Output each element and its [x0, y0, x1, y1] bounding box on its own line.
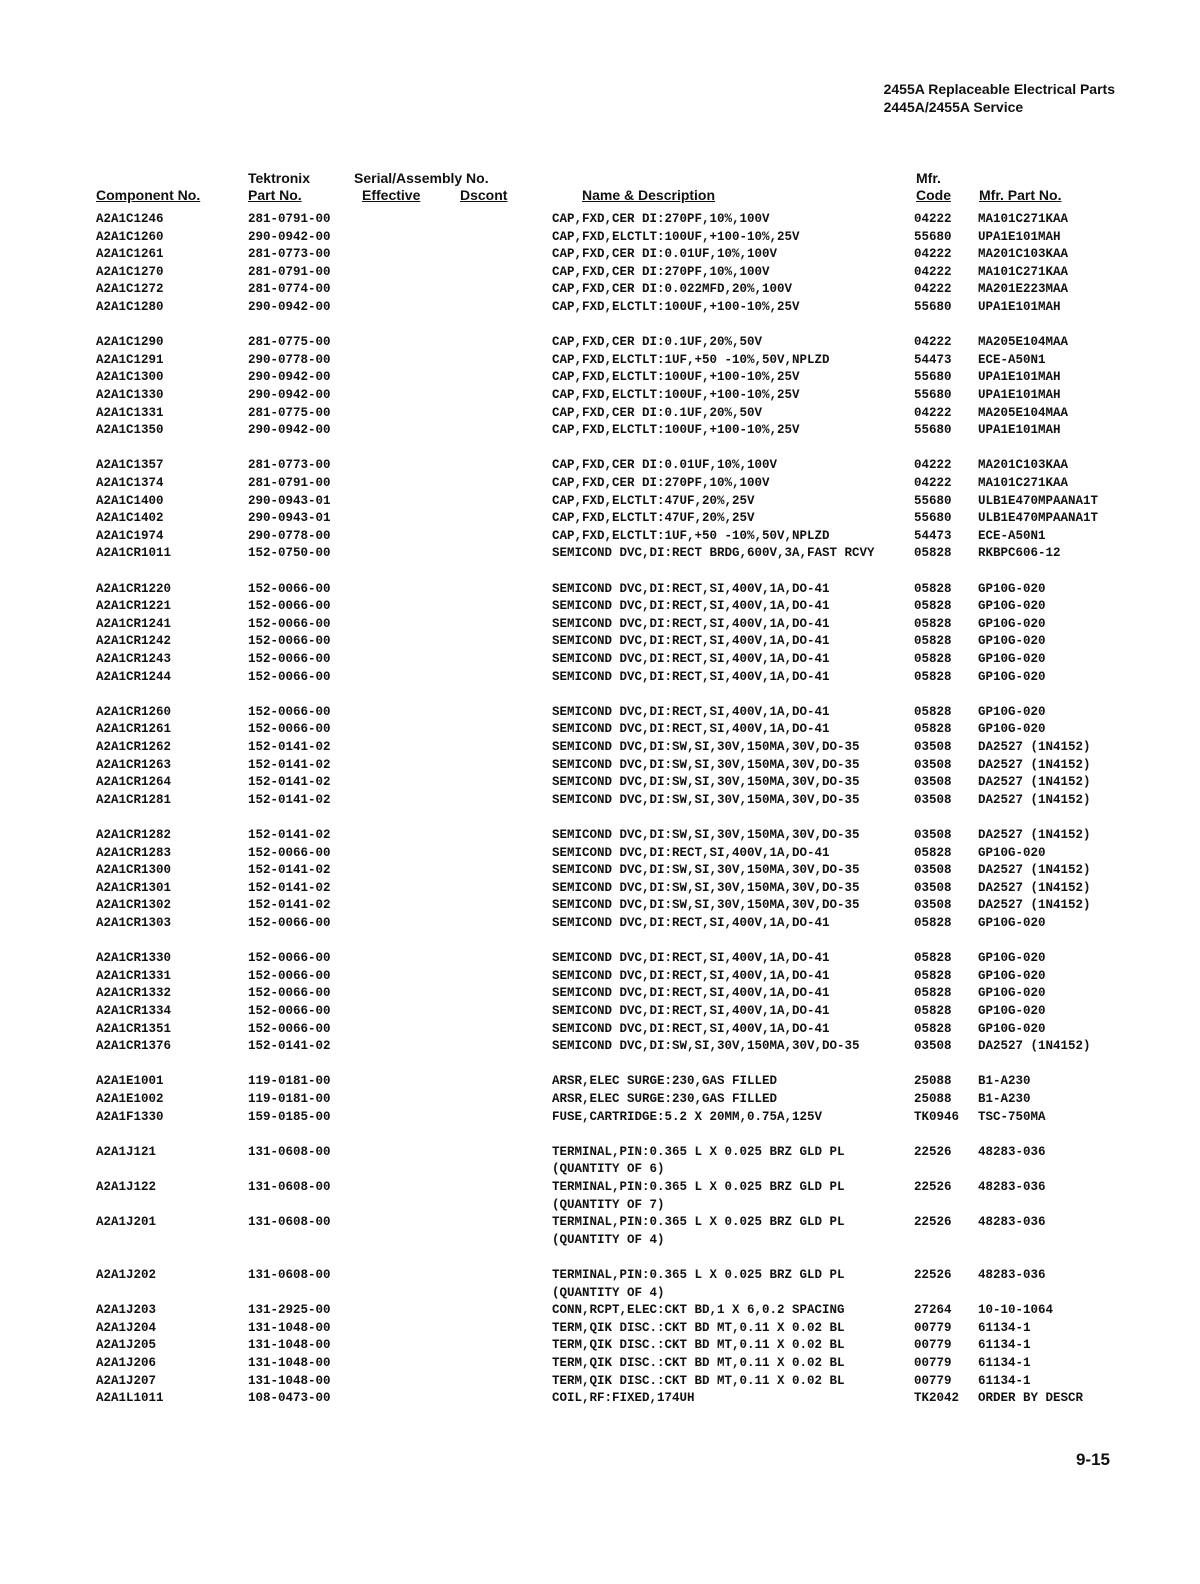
name-description: COIL,RF:FIXED,174UH: [552, 1391, 695, 1406]
name-description: TERM,QIK DISC.:CKT BD MT,0.11 X 0.02 BL: [552, 1338, 845, 1353]
component-no: A2A1C1270: [96, 264, 164, 279]
mfr-code: 05828: [914, 916, 952, 930]
name-description: CAP,FXD,CER DI:0.022MFD,20%,100V: [552, 282, 793, 297]
name-description: SEMICOND DVC,DI:SW,SI,30V,150MA,30V,DO-35: [552, 757, 860, 772]
name-description: CAP,FXD,CER DI:0.01UF,10%,100V: [552, 458, 778, 473]
mfr-part-no: DA2527 (1N4152): [978, 1039, 1091, 1054]
name-description: CAP,FXD,ELCTLT:100UF,+100-10%,25V: [552, 423, 800, 438]
mfr-part-no: DA2527 (1N4152): [978, 740, 1091, 754]
part-no: 152-0066-00: [248, 722, 331, 737]
mfr-code: 05828: [914, 652, 952, 666]
mfr-part-no: MA201C103KAA: [978, 247, 1069, 262]
mfr-code: 05828: [914, 669, 952, 684]
mfr-part-no: ULB1E470MPAANA1T: [978, 493, 1099, 508]
component-no: A2A1CR1281: [96, 792, 172, 807]
mfr-code: 03508: [914, 775, 952, 790]
mfr-code: 03508: [914, 863, 952, 878]
mfr-part-no: 48283-036: [978, 1144, 1046, 1159]
component-no: A2A1C1261: [96, 247, 164, 262]
mfr-code: 05828: [914, 968, 952, 983]
name-description: TERMINAL,PIN:0.365 L X 0.025 BRZ GLD PL: [552, 1180, 845, 1194]
part-no: 159-0185-00: [248, 1109, 331, 1124]
mfr-code: 05828: [914, 599, 952, 614]
component-no: A2A1C1290: [96, 335, 164, 350]
component-no: A2A1CR1264: [96, 775, 172, 790]
mfr-part-no: GP10G-020: [978, 1004, 1046, 1018]
name-description: SEMICOND DVC,DI:RECT,SI,400V,1A,DO-41: [552, 599, 830, 614]
component-no: A2A1CR1351: [96, 1021, 172, 1036]
name-description: CAP,FXD,ELCTLT:100UF,+100-10%,25V: [552, 229, 800, 244]
component-no: A2A1C1350: [96, 423, 164, 438]
part-no: 152-0066-00: [248, 581, 331, 596]
mfr-code: 22526: [914, 1215, 952, 1230]
component-no: A2A1L1011: [96, 1391, 164, 1406]
component-no: A2A1CR1301: [96, 880, 172, 895]
component-no: A2A1E1002: [96, 1092, 164, 1106]
component-no: A2A1CR1330: [96, 951, 172, 966]
component-no: A2A1C1357: [96, 458, 164, 473]
component-no: A2A1C1331: [96, 405, 164, 420]
name-description: CONN,RCPT,ELEC:CKT BD,1 X 6,0.2 SPACING: [552, 1303, 845, 1318]
component-no: A2A1CR1221: [96, 599, 172, 614]
name-description: SEMICOND DVC,DI:RECT,SI,400V,1A,DO-41: [552, 1004, 830, 1018]
component-no: A2A1J202: [96, 1268, 157, 1282]
name-description: SEMICOND DVC,DI:SW,SI,30V,150MA,30V,DO-35: [552, 898, 860, 913]
header-title: 2455A Replaceable Electrical Parts: [883, 81, 1115, 97]
mfr-part-no: GP10G-020: [978, 722, 1046, 737]
col-mfr: Mfr.: [916, 170, 941, 186]
mfr-code: 04222: [914, 212, 952, 226]
component-no: A2A1CR1263: [96, 757, 172, 772]
mfr-code: 05828: [914, 951, 952, 966]
mfr-code: TK2042: [914, 1391, 960, 1406]
mfr-part-no: GP10G-020: [978, 599, 1046, 614]
mfr-code: 25088: [914, 1074, 952, 1089]
name-description: TERM,QIK DISC.:CKT BD MT,0.11 X 0.02 BL: [552, 1320, 845, 1335]
mfr-part-no: UPA1E101MAH: [978, 423, 1061, 438]
mfr-code: 03508: [914, 792, 952, 807]
part-no: 290-0942-00: [248, 388, 331, 402]
component-no: A2A1E1001: [96, 1074, 164, 1089]
mfr-code: 22526: [914, 1268, 952, 1282]
component-no: A2A1C1402: [96, 511, 164, 526]
component-no: A2A1J203: [96, 1303, 157, 1318]
mfr-part-no: ECE-A50N1: [978, 352, 1046, 367]
component-no: A2A1C1330: [96, 388, 164, 402]
mfr-part-no: DA2527 (1N4152): [978, 775, 1091, 790]
name-description: SEMICOND DVC,DI:RECT BRDG,600V,3A,FAST RCVY: [552, 546, 875, 561]
part-no: 152-0066-00: [248, 634, 331, 649]
name-description: SEMICOND DVC,DI:RECT,SI,400V,1A,DO-41: [552, 652, 830, 666]
mfr-part-no: DA2527 (1N4152): [978, 863, 1091, 878]
component-no: A2A1CR1011: [96, 546, 172, 561]
mfr-part-no: 48283-036: [978, 1215, 1046, 1230]
part-no: 131-0608-00: [248, 1215, 331, 1230]
name-description: SEMICOND DVC,DI:SW,SI,30V,150MA,30V,DO-35: [552, 863, 860, 878]
component-no: A2A1CR1261: [96, 722, 172, 737]
col-serial: Serial/Assembly No.: [354, 170, 489, 186]
part-no: 290-0942-00: [248, 300, 331, 314]
component-no: A2A1F1330: [96, 1109, 164, 1124]
mfr-code: 04222: [914, 264, 952, 279]
mfr-part-no: UPA1E101MAH: [978, 388, 1061, 402]
mfr-part-no: MA101C271KAA: [978, 264, 1069, 279]
component-no: A2A1CR1241: [96, 616, 172, 631]
mfr-code: 22526: [914, 1180, 952, 1194]
mfr-part-no: RKBPC606-12: [978, 546, 1061, 561]
mfr-part-no: 10-10-1064: [978, 1303, 1054, 1318]
part-no: 152-0141-02: [248, 757, 331, 772]
part-no: 152-0141-02: [248, 828, 331, 842]
mfr-code: 55680: [914, 388, 952, 402]
mfr-part-no: GP10G-020: [978, 581, 1046, 596]
component-no: A2A1J206: [96, 1356, 157, 1370]
part-no: 290-0943-01: [248, 511, 331, 526]
name-description: FUSE,CARTRIDGE:5.2 X 20MM,0.75A,125V: [552, 1109, 823, 1124]
part-no: 119-0181-00: [248, 1074, 331, 1089]
component-no: A2A1J201: [96, 1215, 157, 1230]
part-no: 131-0608-00: [248, 1144, 331, 1159]
mfr-part-no: B1-A230: [978, 1092, 1031, 1106]
mfr-part-no: GP10G-020: [978, 845, 1046, 860]
name-description: CAP,FXD,CER DI:270PF,10%,100V: [552, 264, 770, 279]
component-no: A2A1CR1300: [96, 863, 172, 878]
name-description: SEMICOND DVC,DI:RECT,SI,400V,1A,DO-41: [552, 1021, 830, 1036]
mfr-part-no: GP10G-020: [978, 704, 1046, 719]
part-no: 281-0773-00: [248, 458, 331, 473]
name-description: SEMICOND DVC,DI:RECT,SI,400V,1A,DO-41: [552, 986, 830, 1001]
mfr-code: 05828: [914, 634, 952, 649]
page-header: [884, 80, 1115, 116]
part-no: 131-1048-00: [248, 1373, 331, 1388]
mfr-part-no: GP10G-020: [978, 1021, 1046, 1036]
component-no: A2A1CR1331: [96, 968, 172, 983]
col-part-no: Part No.: [248, 187, 302, 203]
mfr-code: 05828: [914, 845, 952, 860]
mfr-part-no: ORDER BY DESCR: [978, 1391, 1084, 1406]
name-description: SEMICOND DVC,DI:RECT,SI,400V,1A,DO-41: [552, 845, 830, 860]
part-no: 152-0066-00: [248, 951, 331, 966]
mfr-part-no: MA205E104MAA: [978, 405, 1069, 420]
mfr-code: 54473: [914, 528, 952, 543]
mfr-code: 04222: [914, 335, 952, 350]
mfr-part-no: UPA1E101MAH: [978, 229, 1061, 244]
name-description: CAP,FXD,CER DI:0.1UF,20%,50V: [552, 335, 763, 350]
mfr-code: TK0946: [914, 1109, 960, 1124]
mfr-code: 04222: [914, 405, 952, 420]
component-no: A2A1J122: [96, 1180, 157, 1194]
name-description: CAP,FXD,CER DI:0.01UF,10%,100V: [552, 247, 778, 262]
part-no: 290-0942-00: [248, 370, 331, 385]
mfr-code: 55680: [914, 493, 952, 508]
name-description: TERMINAL,PIN:0.365 L X 0.025 BRZ GLD PL: [552, 1268, 845, 1282]
part-no: 152-0066-00: [248, 1004, 331, 1018]
col-mfr-part: Mfr. Part No.: [979, 187, 1062, 203]
part-no: 290-0943-01: [248, 493, 331, 508]
mfr-code: 05828: [914, 722, 952, 737]
name-description: SEMICOND DVC,DI:SW,SI,30V,150MA,30V,DO-35: [552, 828, 860, 842]
component-no: A2A1C1280: [96, 300, 164, 314]
part-no: 290-0942-00: [248, 423, 331, 438]
name-description: SEMICOND DVC,DI:SW,SI,30V,150MA,30V,DO-35: [552, 792, 860, 807]
header-subtitle: 2445A/2455A Service: [883, 99, 1024, 115]
mfr-code: 05828: [914, 616, 952, 631]
mfr-part-no: GP10G-020: [978, 669, 1046, 684]
mfr-code: 00779: [914, 1373, 952, 1388]
component-no: A2A1C1974: [96, 528, 164, 543]
mfr-part-no: 61134-1: [978, 1373, 1031, 1388]
part-no: 108-0473-00: [248, 1391, 331, 1406]
mfr-part-no: UPA1E101MAH: [978, 370, 1061, 385]
component-no: A2A1C1400: [96, 493, 164, 508]
part-no: 152-0141-02: [248, 880, 331, 895]
component-no: A2A1CR1302: [96, 898, 172, 913]
component-no: A2A1CR1376: [96, 1039, 172, 1054]
part-no: 290-0942-00: [248, 229, 331, 244]
part-no: 152-0066-00: [248, 599, 331, 614]
component-no: A2A1CR1220: [96, 581, 172, 596]
part-no: 281-0775-00: [248, 405, 331, 420]
component-no: A2A1C1374: [96, 476, 164, 490]
part-no: 152-0066-00: [248, 1021, 331, 1036]
mfr-part-no: MA101C271KAA: [978, 212, 1069, 226]
mfr-part-no: 61134-1: [978, 1356, 1031, 1370]
mfr-part-no: GP10G-020: [978, 652, 1046, 666]
name-description: SEMICOND DVC,DI:SW,SI,30V,150MA,30V,DO-35: [552, 880, 860, 895]
mfr-part-no: DA2527 (1N4152): [978, 757, 1091, 772]
name-description: (QUANTITY OF 4): [552, 1232, 665, 1247]
col-tektronix: Tektronix: [248, 170, 310, 186]
mfr-code: 03508: [914, 880, 952, 895]
component-no: A2A1CR1244: [96, 669, 172, 684]
name-description: SEMICOND DVC,DI:RECT,SI,400V,1A,DO-41: [552, 634, 830, 649]
mfr-part-no: DA2527 (1N4152): [978, 880, 1091, 895]
component-no: A2A1CR1243: [96, 652, 172, 666]
mfr-code: 25088: [914, 1092, 952, 1106]
component-no: A2A1J121: [96, 1144, 157, 1159]
component-no: A2A1CR1260: [96, 704, 172, 719]
mfr-code: 55680: [914, 370, 952, 385]
mfr-part-no: TSC-750MA: [978, 1109, 1046, 1124]
name-description: (QUANTITY OF 7): [552, 1197, 665, 1212]
part-no: 281-0791-00: [248, 476, 331, 490]
part-no: 152-0141-02: [248, 775, 331, 790]
name-description: TERM,QIK DISC.:CKT BD MT,0.11 X 0.02 BL: [552, 1356, 845, 1370]
mfr-part-no: MA101C271KAA: [978, 476, 1069, 490]
mfr-code: 27264: [914, 1303, 952, 1318]
name-description: SEMICOND DVC,DI:RECT,SI,400V,1A,DO-41: [552, 669, 830, 684]
part-no: 152-0066-00: [248, 916, 331, 930]
part-no: 152-0066-00: [248, 652, 331, 666]
mfr-code: 03508: [914, 1039, 952, 1054]
name-description: ARSR,ELEC SURGE:230,GAS FILLED: [552, 1092, 778, 1106]
col-effective: Effective: [362, 187, 421, 203]
component-no: A2A1C1300: [96, 370, 164, 385]
mfr-part-no: GP10G-020: [978, 968, 1046, 983]
mfr-code: 05828: [914, 581, 952, 596]
mfr-code: 05828: [914, 1021, 952, 1036]
part-no: 152-0066-00: [248, 704, 331, 719]
component-no: A2A1CR1334: [96, 1004, 172, 1018]
part-no: 152-0066-00: [248, 968, 331, 983]
mfr-part-no: GP10G-020: [978, 616, 1046, 631]
name-description: SEMICOND DVC,DI:RECT,SI,400V,1A,DO-41: [552, 616, 830, 631]
col-name: Name & Description: [582, 187, 716, 203]
col-dscont: Dscont: [460, 187, 508, 203]
part-no: 281-0791-00: [248, 264, 331, 279]
mfr-part-no: UPA1E101MAH: [978, 300, 1061, 314]
mfr-code: 55680: [914, 300, 952, 314]
part-no: 290-0778-00: [248, 352, 331, 367]
mfr-code: 55680: [914, 229, 952, 244]
component-no: A2A1C1272: [96, 282, 164, 297]
name-description: CAP,FXD,ELCTLT:47UF,20%,25V: [552, 493, 755, 508]
mfr-part-no: 61134-1: [978, 1338, 1031, 1353]
mfr-code: 05828: [914, 986, 952, 1001]
mfr-code: 00779: [914, 1356, 952, 1370]
mfr-part-no: MA201C103KAA: [978, 458, 1069, 473]
part-no: 131-2925-00: [248, 1303, 331, 1318]
component-no: A2A1J207: [96, 1373, 157, 1388]
name-description: (QUANTITY OF 6): [552, 1162, 665, 1177]
mfr-part-no: ULB1E470MPAANA1T: [978, 511, 1099, 526]
component-no: A2A1CR1242: [96, 634, 172, 649]
component-no: A2A1C1246: [96, 212, 164, 226]
part-no: 152-0141-02: [248, 863, 331, 878]
mfr-code: 05828: [914, 1004, 952, 1018]
mfr-part-no: GP10G-020: [978, 951, 1046, 966]
mfr-part-no: MA205E104MAA: [978, 335, 1069, 350]
name-description: SEMICOND DVC,DI:RECT,SI,400V,1A,DO-41: [552, 722, 830, 737]
name-description: CAP,FXD,ELCTLT:47UF,20%,25V: [552, 511, 755, 526]
part-no: 131-0608-00: [248, 1180, 331, 1194]
mfr-part-no: 48283-036: [978, 1268, 1046, 1282]
name-description: SEMICOND DVC,DI:SW,SI,30V,150MA,30V,DO-35: [552, 1039, 860, 1054]
name-description: TERMINAL,PIN:0.365 L X 0.025 BRZ GLD PL: [552, 1144, 845, 1159]
component-no: A2A1J204: [96, 1320, 157, 1335]
part-no: 131-0608-00: [248, 1268, 331, 1282]
part-no: 152-0141-02: [248, 898, 331, 913]
name-description: CAP,FXD,CER DI:270PF,10%,100V: [552, 212, 770, 226]
component-no: A2A1CR1283: [96, 845, 172, 860]
mfr-code: 54473: [914, 352, 952, 367]
name-description: SEMICOND DVC,DI:RECT,SI,400V,1A,DO-41: [552, 704, 830, 719]
mfr-code: 55680: [914, 423, 952, 438]
part-no: 281-0774-00: [248, 282, 331, 297]
name-description: CAP,FXD,ELCTLT:100UF,+100-10%,25V: [552, 370, 800, 385]
name-description: (QUANTITY OF 4): [552, 1285, 665, 1300]
part-no: 152-0141-02: [248, 740, 331, 754]
part-no: 152-0066-00: [248, 845, 331, 860]
component-no: A2A1CR1282: [96, 828, 172, 842]
part-no: 152-0141-02: [248, 792, 331, 807]
part-no: 152-0066-00: [248, 986, 331, 1001]
page-number: 9-15: [1075, 1450, 1110, 1469]
col-code: Code: [916, 187, 951, 203]
name-description: SEMICOND DVC,DI:RECT,SI,400V,1A,DO-41: [552, 581, 830, 596]
part-no: 152-0750-00: [248, 546, 331, 561]
mfr-code: 04222: [914, 476, 952, 490]
component-no: A2A1C1291: [96, 352, 164, 367]
component-no: A2A1C1260: [96, 229, 164, 244]
name-description: SEMICOND DVC,DI:RECT,SI,400V,1A,DO-41: [552, 951, 830, 966]
mfr-part-no: GP10G-020: [978, 634, 1046, 649]
part-no: 131-1048-00: [248, 1338, 331, 1353]
mfr-code: 00779: [914, 1320, 952, 1335]
component-no: A2A1CR1332: [96, 986, 172, 1001]
component-no: A2A1CR1262: [96, 740, 172, 754]
mfr-part-no: ECE-A50N1: [978, 528, 1046, 543]
mfr-code: 03508: [914, 828, 952, 842]
name-description: ARSR,ELEC SURGE:230,GAS FILLED: [552, 1074, 778, 1089]
mfr-code: 04222: [914, 458, 952, 473]
mfr-part-no: GP10G-020: [978, 916, 1046, 930]
name-description: SEMICOND DVC,DI:RECT,SI,400V,1A,DO-41: [552, 916, 830, 930]
mfr-part-no: GP10G-020: [978, 986, 1046, 1001]
mfr-part-no: MA201E223MAA: [978, 282, 1069, 297]
part-no: 131-1048-00: [248, 1356, 331, 1370]
name-description: CAP,FXD,ELCTLT:1UF,+50 -10%,50V,NPLZD: [552, 352, 830, 367]
name-description: SEMICOND DVC,DI:RECT,SI,400V,1A,DO-41: [552, 968, 830, 983]
part-no: 152-0066-00: [248, 669, 331, 684]
mfr-code: 04222: [914, 247, 952, 262]
name-description: SEMICOND DVC,DI:SW,SI,30V,150MA,30V,DO-35: [552, 740, 860, 754]
name-description: CAP,FXD,ELCTLT:100UF,+100-10%,25V: [552, 388, 800, 402]
mfr-part-no: 48283-036: [978, 1180, 1046, 1194]
part-no: 152-0141-02: [248, 1039, 331, 1054]
name-description: TERMINAL,PIN:0.365 L X 0.025 BRZ GLD PL: [552, 1215, 845, 1230]
mfr-part-no: 61134-1: [978, 1320, 1031, 1335]
component-no: A2A1J205: [96, 1338, 157, 1353]
mfr-part-no: DA2527 (1N4152): [978, 898, 1091, 913]
mfr-code: 03508: [914, 740, 952, 754]
mfr-code: 05828: [914, 704, 952, 719]
part-no: 281-0775-00: [248, 335, 331, 350]
mfr-code: 55680: [914, 511, 952, 526]
mfr-part-no: DA2527 (1N4152): [978, 792, 1091, 807]
name-description: CAP,FXD,ELCTLT:1UF,+50 -10%,50V,NPLZD: [552, 528, 830, 543]
name-description: CAP,FXD,CER DI:0.1UF,20%,50V: [552, 405, 763, 420]
mfr-code: 04222: [914, 282, 952, 297]
mfr-code: 03508: [914, 898, 952, 913]
part-no: 152-0066-00: [248, 616, 331, 631]
part-no: 281-0791-00: [248, 212, 331, 226]
mfr-part-no: B1-A230: [978, 1074, 1031, 1089]
name-description: SEMICOND DVC,DI:SW,SI,30V,150MA,30V,DO-35: [552, 775, 860, 790]
mfr-code: 03508: [914, 757, 952, 772]
name-description: CAP,FXD,CER DI:270PF,10%,100V: [552, 476, 770, 490]
mfr-code: 22526: [914, 1144, 952, 1159]
part-no: 119-0181-00: [248, 1092, 331, 1106]
mfr-code: 05828: [914, 546, 952, 561]
mfr-part-no: DA2527 (1N4152): [978, 828, 1091, 842]
part-no: 131-1048-00: [248, 1320, 331, 1335]
mfr-code: 00779: [914, 1338, 952, 1353]
name-description: TERM,QIK DISC.:CKT BD MT,0.11 X 0.02 BL: [552, 1373, 845, 1388]
component-no: A2A1CR1303: [96, 916, 172, 930]
name-description: CAP,FXD,ELCTLT:100UF,+100-10%,25V: [552, 300, 800, 314]
col-component: Component No.: [96, 187, 201, 203]
part-no: 290-0778-00: [248, 528, 331, 543]
part-no: 281-0773-00: [248, 247, 331, 262]
